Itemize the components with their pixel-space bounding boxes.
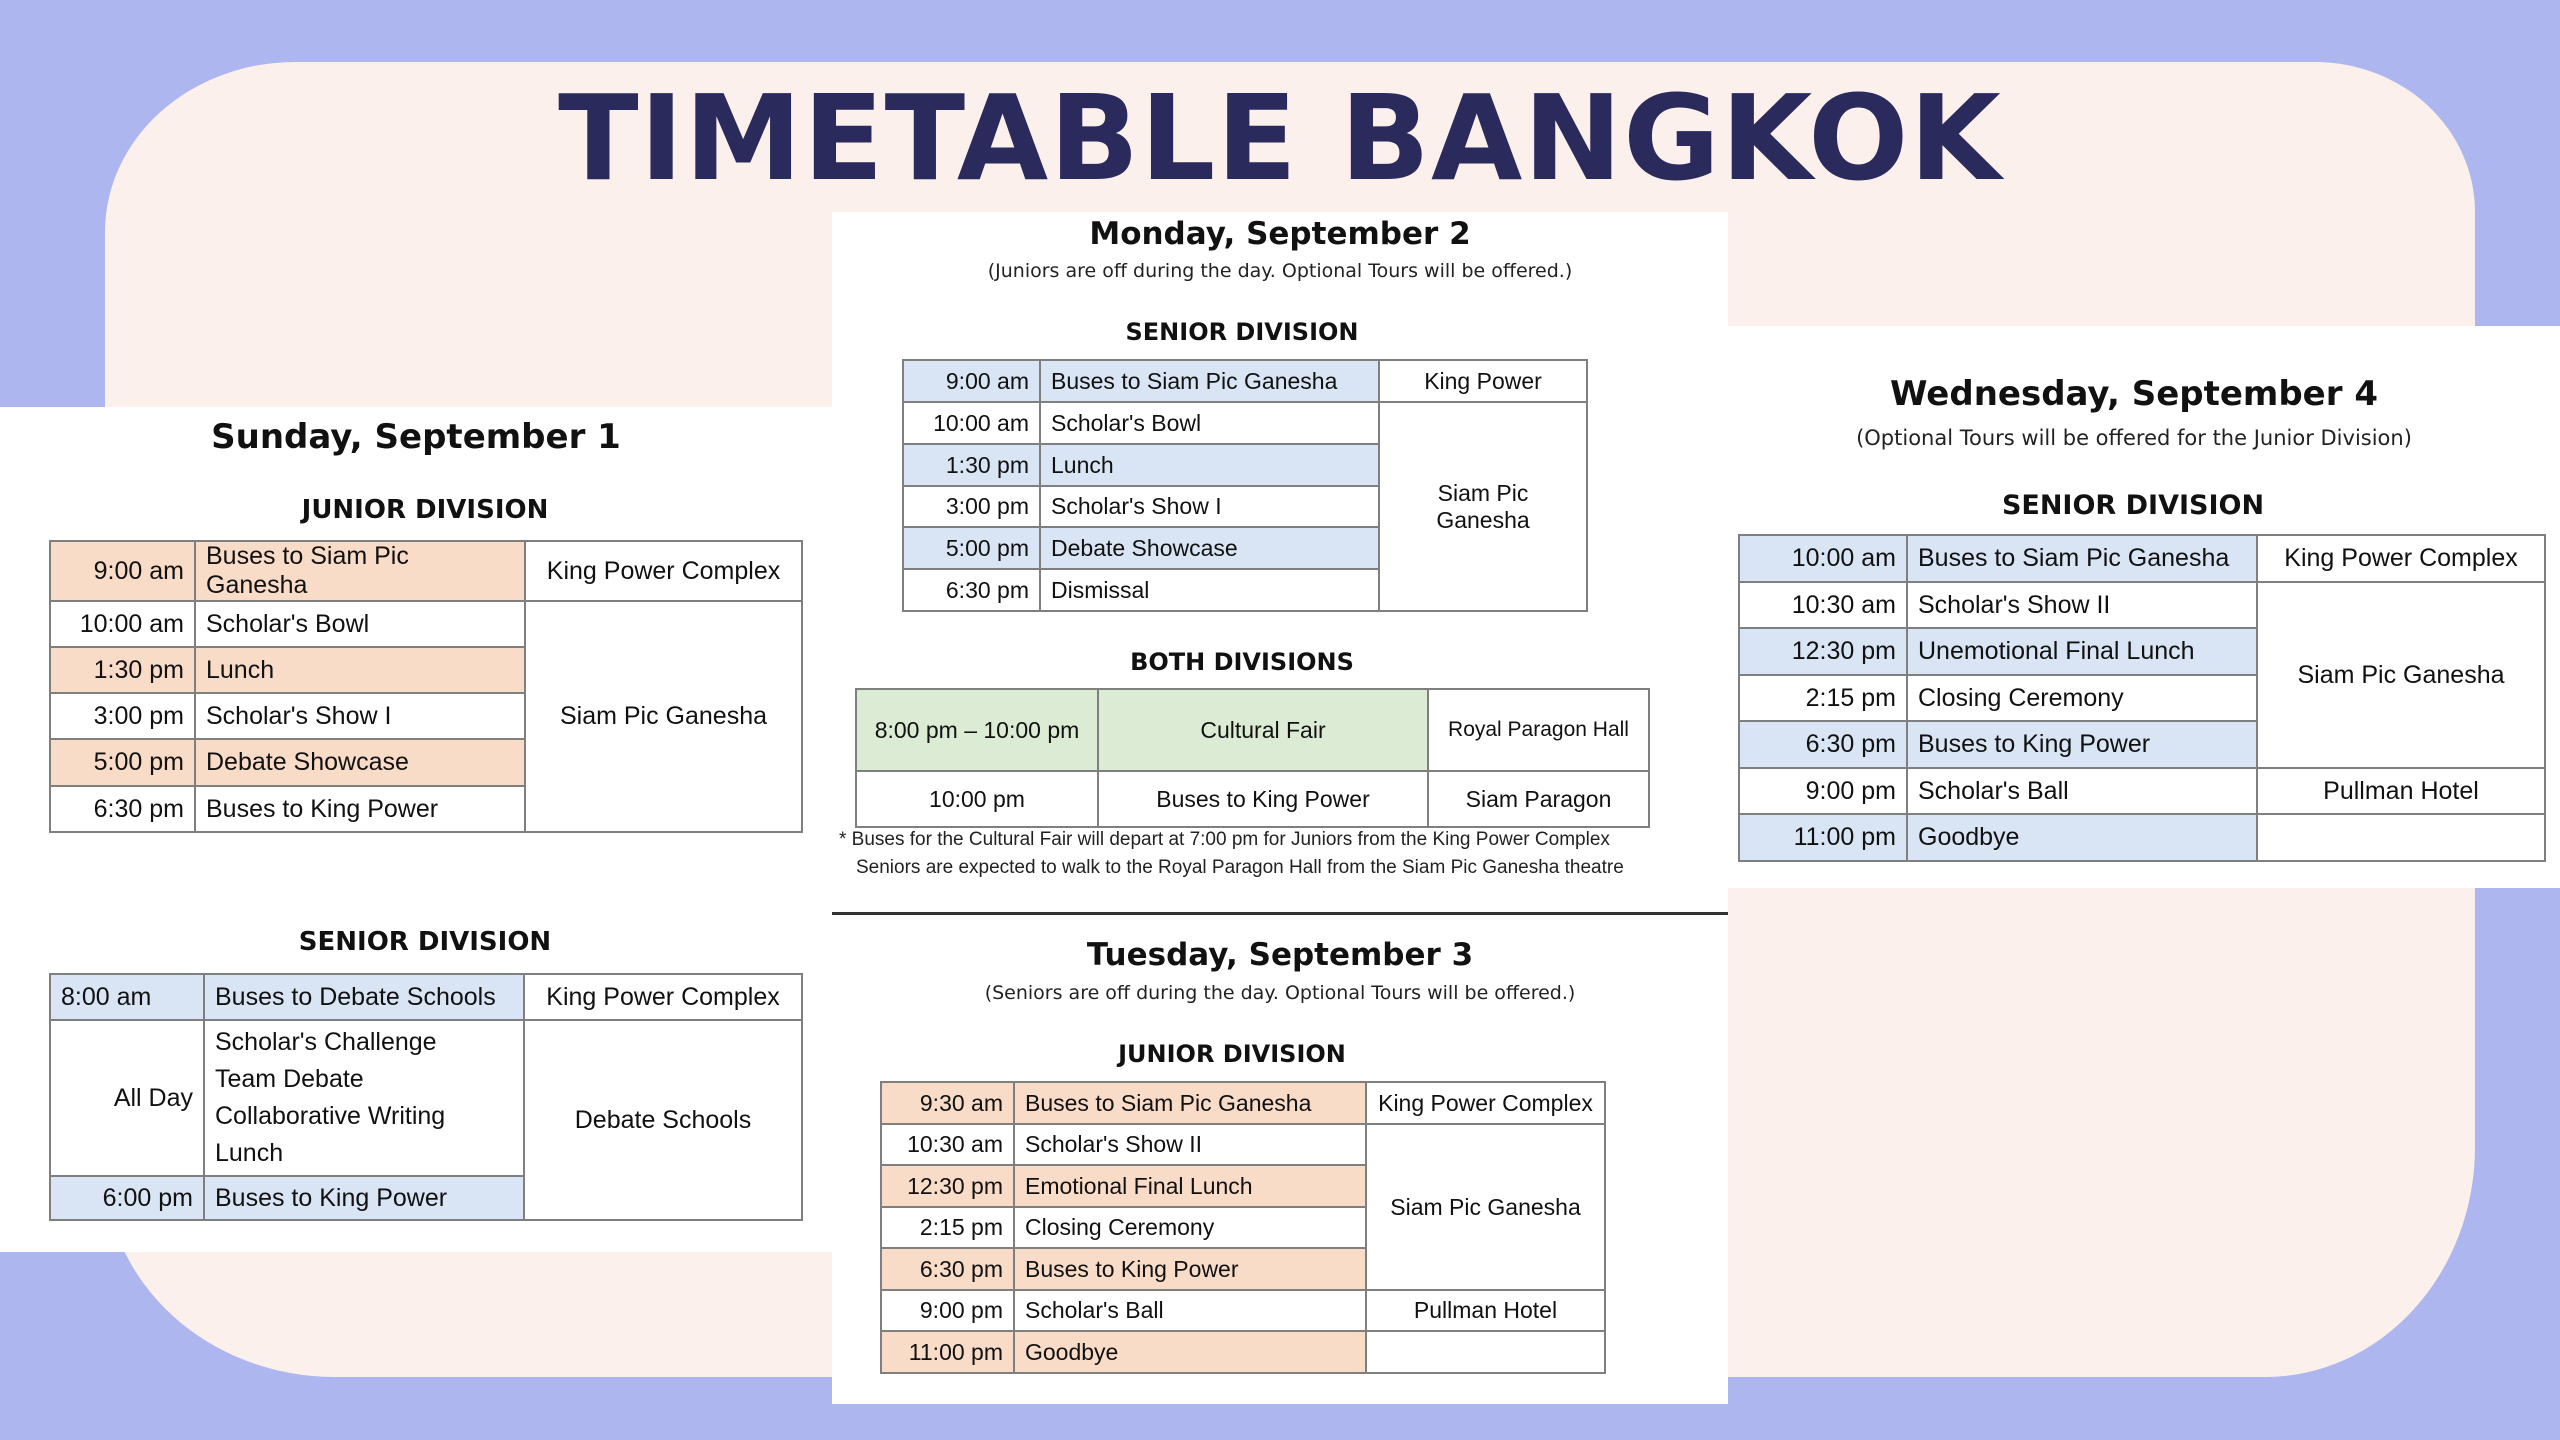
time-cell: 12:30 pm [881, 1165, 1014, 1207]
time-cell: 6:30 pm [903, 569, 1040, 611]
event-cell [204, 1020, 524, 1176]
time-cell: 6:00 pm [50, 1176, 204, 1220]
event-cell: Unemotional Final Lunch [1907, 628, 2257, 675]
event-cell: Goodbye [1014, 1331, 1366, 1373]
venue-cell: Pullman Hotel [2257, 768, 2545, 814]
venue-cell: Royal Paragon Hall [1428, 689, 1649, 771]
time-cell: 2:15 pm [1739, 675, 1907, 721]
time-cell: All Day [50, 1020, 204, 1176]
wednesday-note: (Optional Tours will be offered for the Junior Division) [1856, 426, 2412, 450]
wednesday-senior-table [1738, 534, 2546, 862]
table-row [1739, 768, 2545, 814]
table-row [50, 1020, 802, 1176]
venue-cell: Debate Schools [524, 1020, 802, 1220]
sunday-junior-heading: JUNIOR DIVISION [301, 495, 549, 525]
venue-cell: Siam Pic Ganesha [525, 601, 802, 832]
sunday-panel [0, 407, 832, 1252]
time-cell: 9:00 pm [881, 1290, 1014, 1331]
event-cell: Buses to Siam Pic Ganesha [1907, 535, 2257, 582]
event-cell: Dismissal [1040, 569, 1379, 611]
tuesday-note: (Seniors are off during the day. Optional Tours will be offered.) [984, 982, 1576, 1004]
event-cell: Buses to Siam Pic Ganesha [1040, 360, 1379, 402]
event-cell: Closing Ceremony [1014, 1207, 1366, 1248]
table-row [903, 360, 1587, 402]
event-cell: Goodbye [1907, 814, 2257, 861]
wednesday-senior-heading: SENIOR DIVISION [2001, 490, 2265, 521]
table-row [881, 1082, 1605, 1124]
page-title: TIMETABLE BANGKOK [558, 69, 2002, 207]
table-row [881, 1290, 1605, 1331]
sunday-junior-table [49, 540, 803, 833]
table-row [50, 541, 802, 601]
monday-note: (Juniors are off during the day. Optional Tours will be offered.) [987, 260, 1573, 282]
venue-cell: King Power Complex [524, 974, 802, 1020]
time-cell: 1:30 pm [903, 444, 1040, 486]
event-cell: Emotional Final Lunch [1014, 1165, 1366, 1207]
venue-cell: Pullman Hotel [1366, 1290, 1605, 1331]
event-cell: Scholar's Ball [1014, 1290, 1366, 1331]
wednesday-title: Wednesday, September 4 [1890, 374, 2378, 414]
time-cell: 10:00 am [1739, 535, 1907, 582]
time-cell: 11:00 pm [1739, 814, 1907, 861]
event-cell: Scholar's Show II [1014, 1124, 1366, 1165]
event-cell: Debate Showcase [1040, 527, 1379, 569]
time-cell: 9:00 am [50, 541, 195, 601]
table-row [856, 689, 1649, 771]
time-cell: 9:30 am [881, 1082, 1014, 1124]
time-cell: 6:30 pm [1739, 721, 1907, 768]
table-row [903, 402, 1587, 444]
tuesday-junior-table [880, 1081, 1606, 1374]
event-cell: Buses to Siam Pic Ganesha [195, 541, 525, 601]
event-cell: Scholar's Bowl [195, 601, 525, 647]
time-cell: 12:30 pm [1739, 628, 1907, 675]
event-cell: Lunch [1040, 444, 1379, 486]
event-line: Scholar's Challenge [215, 1028, 437, 1056]
time-cell: 10:30 am [881, 1124, 1014, 1165]
tuesday-junior-heading: JUNIOR DIVISION [1118, 1040, 1346, 1068]
event-cell: Scholar's Show I [1040, 486, 1379, 527]
event-cell: Buses to King Power [195, 786, 525, 832]
time-cell: 9:00 am [903, 360, 1040, 402]
sunday-senior-heading: SENIOR DIVISION [298, 927, 552, 957]
time-cell: 9:00 pm [1739, 768, 1907, 814]
monday-tuesday-panel [832, 212, 1728, 1404]
table-row [1739, 582, 2545, 628]
venue-cell [1366, 1331, 1605, 1373]
time-cell: 2:15 pm [881, 1207, 1014, 1248]
event-cell: Cultural Fair [1098, 689, 1428, 771]
venue-cell: Siam Pic Ganesha [1379, 402, 1587, 611]
time-cell: 8:00 pm – 10:00 pm [856, 689, 1098, 771]
time-cell: 5:00 pm [903, 527, 1040, 569]
tuesday-title: Tuesday, September 3 [1086, 937, 1474, 973]
table-row [50, 974, 802, 1020]
time-cell: 5:00 pm [50, 739, 195, 786]
event-cell: Buses to King Power [1098, 771, 1428, 827]
sunday-title: Sunday, September 1 [211, 417, 621, 457]
event-cell: Debate Showcase [195, 739, 525, 786]
monday-both-table [855, 688, 1650, 828]
time-cell: 10:00 pm [856, 771, 1098, 827]
venue-cell: King Power Complex [1366, 1082, 1605, 1124]
event-line: Lunch [215, 1139, 284, 1167]
table-row [856, 771, 1649, 827]
table-row [1739, 814, 2545, 861]
event-cell: Scholar's Ball [1907, 768, 2257, 814]
table-row [1739, 535, 2545, 582]
time-cell: 10:00 am [50, 601, 195, 647]
time-cell: 3:00 pm [903, 486, 1040, 527]
wednesday-panel [1728, 326, 2560, 888]
sunday-senior-table [49, 973, 803, 1221]
venue-cell: King Power [1379, 360, 1587, 402]
event-cell: Scholar's Show II [1907, 582, 2257, 628]
monday-footnote-1: * Buses for the Cultural Fair will depart at 7:00 pm for Juniors from the King Power Complex [839, 829, 1610, 850]
time-cell: 10:30 am [1739, 582, 1907, 628]
table-row [881, 1124, 1605, 1165]
monday-senior-heading: SENIOR DIVISION [1125, 318, 1359, 346]
venue-cell: Siam Pic Ganesha [2257, 582, 2545, 768]
event-cell: Buses to Debate Schools [204, 974, 524, 1020]
venue-cell [2257, 814, 2545, 861]
event-cell: Scholar's Bowl [1040, 402, 1379, 444]
time-cell: 1:30 pm [50, 647, 195, 693]
time-cell: 8:00 am [50, 974, 204, 1020]
monday-senior-table [902, 359, 1588, 612]
venue-cell: Siam Paragon [1428, 771, 1649, 827]
event-line: Collaborative Writing [215, 1102, 446, 1130]
venue-cell: King Power Complex [2257, 535, 2545, 582]
event-cell: Buses to King Power [1907, 721, 2257, 768]
venue-cell: King Power Complex [525, 541, 802, 601]
time-cell: 6:30 pm [50, 786, 195, 832]
time-cell: 11:00 pm [881, 1331, 1014, 1373]
time-cell: 3:00 pm [50, 693, 195, 739]
monday-title: Monday, September 2 [1089, 216, 1471, 252]
event-cell: Closing Ceremony [1907, 675, 2257, 721]
monday-both-heading: BOTH DIVISIONS [1130, 648, 1354, 676]
venue-cell: Siam Pic Ganesha [1366, 1124, 1605, 1290]
table-row [50, 601, 802, 647]
event-cell: Buses to King Power [1014, 1248, 1366, 1290]
time-cell: 10:00 am [903, 402, 1040, 444]
table-row [881, 1331, 1605, 1373]
time-cell: 6:30 pm [881, 1248, 1014, 1290]
event-cell: Buses to King Power [204, 1176, 524, 1220]
event-cell: Buses to Siam Pic Ganesha [1014, 1082, 1366, 1124]
event-cell: Lunch [195, 647, 525, 693]
event-line: Team Debate [215, 1065, 364, 1093]
monday-footnote-2: Seniors are expected to walk to the Royal Paragon Hall from the Siam Pic Ganesha theatre [856, 857, 1624, 878]
event-cell: Scholar's Show I [195, 693, 525, 739]
section-divider [832, 912, 1728, 915]
